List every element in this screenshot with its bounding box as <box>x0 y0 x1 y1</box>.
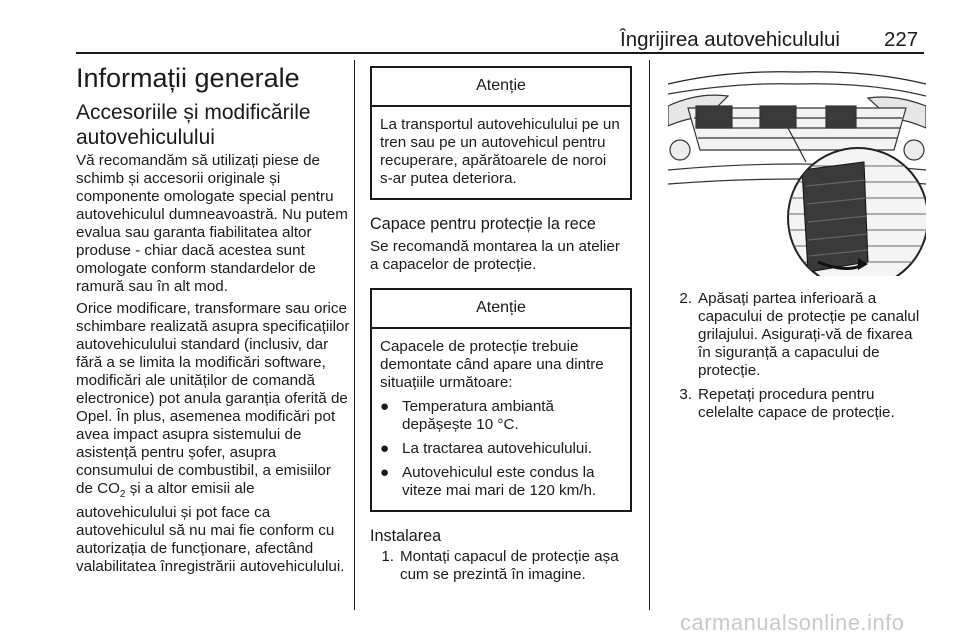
step-text: Apăsați partea inferioară a capacului de protecție pe canalul grilajului. Asigurați-vă de fixarea în siguranță a capacului de protecție. <box>698 290 920 379</box>
cold-covers-text: Se recomandă montarea la un atelier a capacelor de protecție. <box>370 238 620 273</box>
middle-column <box>370 66 632 584</box>
list-item <box>380 464 622 500</box>
step-item <box>668 290 928 380</box>
running-header-title: Îngrijirea autovehiculului <box>620 28 840 51</box>
paragraph-modifications-part2: și a altor emisii ale autovehiculului și pot face ca autovehiculul să nu mai fie conform cu autorizația de funcționare, afectând valabilitatea înregistrării autovehiculului. <box>76 480 345 576</box>
step-number: 3. <box>679 386 692 403</box>
watermark: carmanualsonline.info <box>680 610 905 635</box>
step-text: Repetați procedura pentru celelalte capace de protecție. <box>698 386 895 421</box>
caution-title: Atenție <box>372 290 630 329</box>
co2-subscript: 2 <box>119 489 126 501</box>
right-column <box>668 290 928 422</box>
install-heading: Instalarea <box>370 527 442 545</box>
column-divider-2 <box>649 60 650 610</box>
caution-box-mudguards <box>370 66 632 200</box>
paragraph-accessories: Vă recomandăm să utilizați piese de schimb și accesorii originale și componente omologate special pentru autovehiculul dumneavoastră. Nu putem evalua sau garanta fiabilitatea altor produse - chiar dacă acestea sunt omologate conform standardelor de ramură sau în alt mod. <box>76 152 348 295</box>
bullet-marker: ● <box>380 440 390 457</box>
caution-intro: Capacele de protecție trebuie demontate când apare una dintre situațiile următoare: <box>380 338 604 391</box>
page-number: 227 <box>884 28 919 51</box>
paragraph-modifications-part1: Orice modificare, transformare sau orice schimbare realizată asupra specificațiilor autovehiculului standard (inclusiv, dar fără a se limita la modificări software, modificări ale unităților de comandă electronice) pot anula garanția oferită de Opel. În plus, asemenea modificări pot avea impact asupra sistemului de asistență pentru șofer, asupra consumului de combustibil, a emisiilor de CO <box>76 300 350 497</box>
step-text: Montați capacul de protecție așa cum se prezintă în imagine. <box>400 548 619 583</box>
bullet-marker: ● <box>380 398 390 415</box>
cold-covers-heading: Capace pentru protecție la rece <box>370 215 596 233</box>
grille-cover-illustration <box>668 66 926 276</box>
left-column <box>76 62 350 580</box>
step-number: 2. <box>679 290 692 307</box>
step-item <box>668 386 928 422</box>
list-item-text: Temperatura ambiantă depășește 10 °C. <box>402 398 554 433</box>
subsection-heading: Accesoriile și modificările autovehiculului <box>76 101 311 149</box>
step-number: 1. <box>381 548 394 565</box>
list-item <box>380 440 622 458</box>
header-rule <box>76 52 924 54</box>
column-divider-1 <box>354 60 355 610</box>
bullet-marker: ● <box>380 464 390 481</box>
step-item <box>370 548 632 584</box>
list-item <box>380 398 622 434</box>
list-item-text: La tractarea autovehiculului. <box>402 440 592 457</box>
caution-title: Atenție <box>372 68 630 107</box>
section-heading: Informații generale <box>76 63 300 93</box>
caution-text: La transportul autovehiculului pe un tren sau pe un autovehicul pentru recuperare, apărătoarele de noroi s-ar putea deteriora. <box>380 116 620 187</box>
list-item-text: Autovehiculul este condus la viteze mai mari de 120 km/h. <box>402 464 597 499</box>
caution-box-covers <box>370 288 632 512</box>
paragraph-modifications <box>76 300 350 576</box>
caution-body <box>372 329 630 510</box>
